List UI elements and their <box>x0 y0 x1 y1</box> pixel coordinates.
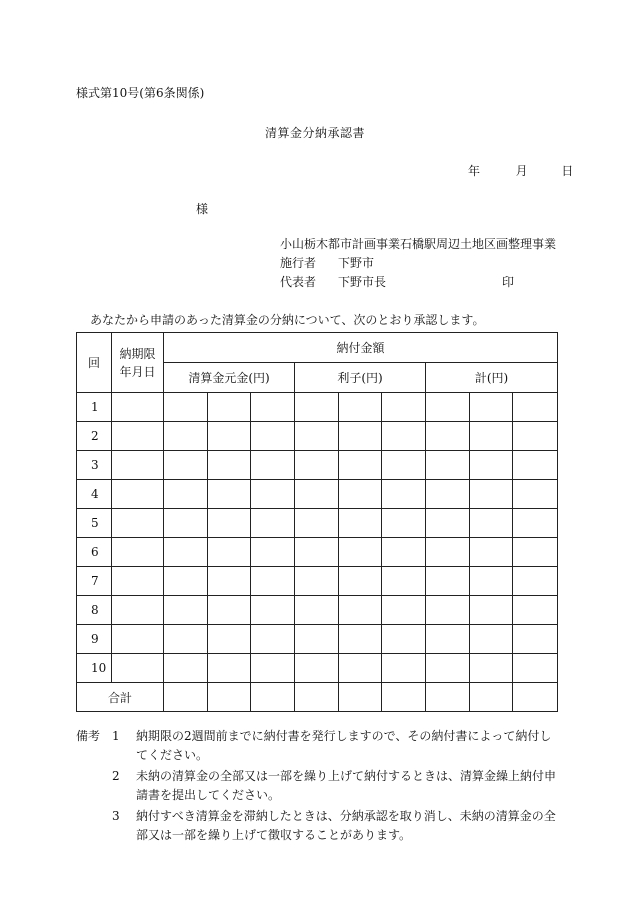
amount-cell <box>426 683 470 712</box>
deadline-cell <box>112 480 164 509</box>
amount-cell <box>164 480 208 509</box>
amount-cell <box>426 596 470 625</box>
addressee-suffix: 様 <box>196 202 209 216</box>
amount-cell <box>426 654 470 683</box>
table-row <box>77 422 558 451</box>
amount-cell <box>295 683 339 712</box>
amount-cell <box>295 567 339 596</box>
amount-cell <box>208 683 251 712</box>
amount-cell <box>470 393 513 422</box>
amount-cell <box>339 509 382 538</box>
note-item-2 <box>76 767 556 805</box>
amount-cell <box>470 480 513 509</box>
note-number: 1 <box>112 729 120 743</box>
amount-cell <box>208 596 251 625</box>
table-row <box>77 567 558 596</box>
date-day-label: 日 <box>561 164 574 178</box>
round-number: 1 <box>77 393 112 422</box>
amount-cell <box>251 567 295 596</box>
table-row <box>77 538 558 567</box>
amount-cell <box>295 538 339 567</box>
amount-cell <box>513 567 558 596</box>
amount-cell <box>295 480 339 509</box>
amount-cell <box>382 654 426 683</box>
amount-cell <box>339 480 382 509</box>
amount-cell <box>470 538 513 567</box>
amount-cell <box>426 567 470 596</box>
col-interest-header: 利子(円) <box>295 363 426 393</box>
amount-cell <box>339 654 382 683</box>
amount-cell <box>164 683 208 712</box>
note-text: 納期限の2週間前までに納付書を発行しますので、その納付書によって納付してください。 <box>136 729 552 762</box>
amount-cell <box>382 451 426 480</box>
amount-cell <box>426 451 470 480</box>
note-number: 2 <box>112 769 120 783</box>
amount-cell <box>339 567 382 596</box>
total-row <box>77 683 558 712</box>
amount-cell <box>164 596 208 625</box>
project-name: 小山栃木都市計画事業石橋駅周辺土地区画整理事業 <box>280 237 557 251</box>
amount-cell <box>513 625 558 654</box>
amount-cell <box>513 509 558 538</box>
amount-cell <box>164 509 208 538</box>
amount-cell <box>251 654 295 683</box>
amount-cell <box>339 596 382 625</box>
round-number: 3 <box>77 451 112 480</box>
col-deadline-line1: 納期限 <box>119 346 156 361</box>
amount-cell <box>251 480 295 509</box>
note-text: 未納の清算金の全部又は一部を繰り上げて納付するときは、清算金繰上納付申請書を提出してください。 <box>136 769 557 802</box>
table-row <box>77 451 558 480</box>
amount-cell <box>295 422 339 451</box>
representative-role: 代表者 <box>280 275 317 289</box>
note-text: 納付すべき清算金を滞納したときは、分納承認を取り消し、未納の清算金の全部又は一部を繰り上げて徴収することがあります。 <box>136 809 556 842</box>
amount-cell <box>208 567 251 596</box>
amount-cell <box>295 625 339 654</box>
amount-cell <box>382 683 426 712</box>
amount-cell <box>513 683 558 712</box>
executor-role: 施行者 <box>280 256 317 270</box>
amount-cell <box>513 393 558 422</box>
amount-cell <box>251 683 295 712</box>
round-number: 5 <box>77 509 112 538</box>
amount-cell <box>470 509 513 538</box>
amount-cell <box>208 393 251 422</box>
amount-cell <box>251 538 295 567</box>
note-number: 3 <box>112 809 120 823</box>
round-number: 9 <box>77 625 112 654</box>
amount-cell <box>164 654 208 683</box>
deadline-cell <box>112 422 164 451</box>
amount-cell <box>164 625 208 654</box>
amount-cell <box>382 538 426 567</box>
table-row <box>77 654 558 683</box>
amount-cell <box>164 451 208 480</box>
deadline-cell <box>112 625 164 654</box>
amount-cell <box>251 393 295 422</box>
table-row <box>77 480 558 509</box>
amount-cell <box>513 451 558 480</box>
amount-cell <box>470 654 513 683</box>
amount-cell <box>470 567 513 596</box>
deadline-cell <box>112 567 164 596</box>
amount-cell <box>208 422 251 451</box>
col-round-header: 回 <box>77 333 112 393</box>
round-number: 4 <box>77 480 112 509</box>
notes-section <box>76 727 556 845</box>
deadline-cell <box>112 654 164 683</box>
amount-cell <box>513 596 558 625</box>
amount-cell <box>382 422 426 451</box>
round-number: 6 <box>77 538 112 567</box>
seal-mark: 印 <box>502 275 515 289</box>
col-total-header: 計(円) <box>426 363 558 393</box>
amount-cell <box>164 393 208 422</box>
amount-cell <box>295 509 339 538</box>
amount-cell <box>470 625 513 654</box>
amount-cell <box>164 538 208 567</box>
executor-row <box>280 254 556 273</box>
date-year-label: 年 <box>468 164 481 178</box>
note-item-1 <box>76 727 556 765</box>
table-row <box>77 625 558 654</box>
amount-cell <box>470 683 513 712</box>
deadline-cell <box>112 596 164 625</box>
amount-cell <box>470 451 513 480</box>
amount-cell <box>251 625 295 654</box>
round-number: 7 <box>77 567 112 596</box>
amount-cell <box>382 567 426 596</box>
total-label: 合計 <box>77 683 164 712</box>
amount-cell <box>208 480 251 509</box>
amount-cell <box>339 538 382 567</box>
table-row <box>77 509 558 538</box>
deadline-cell <box>112 538 164 567</box>
amount-cell <box>513 480 558 509</box>
amount-cell <box>382 625 426 654</box>
amount-cell <box>470 596 513 625</box>
amount-cell <box>339 422 382 451</box>
amount-cell <box>339 451 382 480</box>
amount-cell <box>295 393 339 422</box>
amount-cell <box>295 451 339 480</box>
note-item-3 <box>76 807 556 845</box>
amount-cell <box>208 509 251 538</box>
round-number: 8 <box>77 596 112 625</box>
amount-cell <box>382 509 426 538</box>
amount-cell <box>382 596 426 625</box>
deadline-cell <box>112 451 164 480</box>
date-month-label: 月 <box>515 164 528 178</box>
amount-cell <box>382 480 426 509</box>
document-title: 清算金分納承認書 <box>265 126 366 140</box>
amount-cell <box>251 509 295 538</box>
amount-cell <box>513 422 558 451</box>
deadline-cell <box>112 509 164 538</box>
amount-cell <box>470 422 513 451</box>
notes-label: 備考 <box>76 729 101 743</box>
representative-name: 下野市長 <box>338 275 387 289</box>
amount-cell <box>251 596 295 625</box>
amount-cell <box>382 393 426 422</box>
amount-cell <box>513 654 558 683</box>
col-principal-header: 清算金元金(円) <box>164 363 295 393</box>
amount-cell <box>426 538 470 567</box>
issuer-block <box>280 235 556 292</box>
table-row <box>77 596 558 625</box>
table-row <box>77 393 558 422</box>
date-line <box>468 162 573 179</box>
amount-cell <box>426 480 470 509</box>
amount-cell <box>251 422 295 451</box>
amount-cell <box>295 596 339 625</box>
amount-cell <box>208 654 251 683</box>
amount-cell <box>251 451 295 480</box>
table-body <box>77 393 558 712</box>
executor-name: 下野市 <box>338 256 375 270</box>
amount-cell <box>426 393 470 422</box>
amount-cell <box>339 625 382 654</box>
amount-cell <box>295 654 339 683</box>
col-amount-header: 納付金額 <box>164 333 558 363</box>
amount-cell <box>208 538 251 567</box>
amount-cell <box>339 393 382 422</box>
amount-cell <box>426 625 470 654</box>
col-deadline-line2: 年月日 <box>119 364 156 379</box>
amount-cell <box>208 451 251 480</box>
amount-cell <box>164 422 208 451</box>
amount-cell <box>513 538 558 567</box>
col-deadline-header <box>112 333 164 393</box>
amount-cell <box>339 683 382 712</box>
amount-cell <box>426 509 470 538</box>
round-number: 2 <box>77 422 112 451</box>
intro-text: あなたから申請のあった清算金の分納について、次のとおり承認します。 <box>90 313 485 327</box>
deadline-cell <box>112 393 164 422</box>
representative-row <box>280 273 556 292</box>
form-number: 様式第10号(第6条関係) <box>76 86 205 100</box>
amount-cell <box>208 625 251 654</box>
round-number: 10 <box>77 654 112 683</box>
payment-table <box>76 332 558 712</box>
amount-cell <box>426 422 470 451</box>
amount-cell <box>164 567 208 596</box>
